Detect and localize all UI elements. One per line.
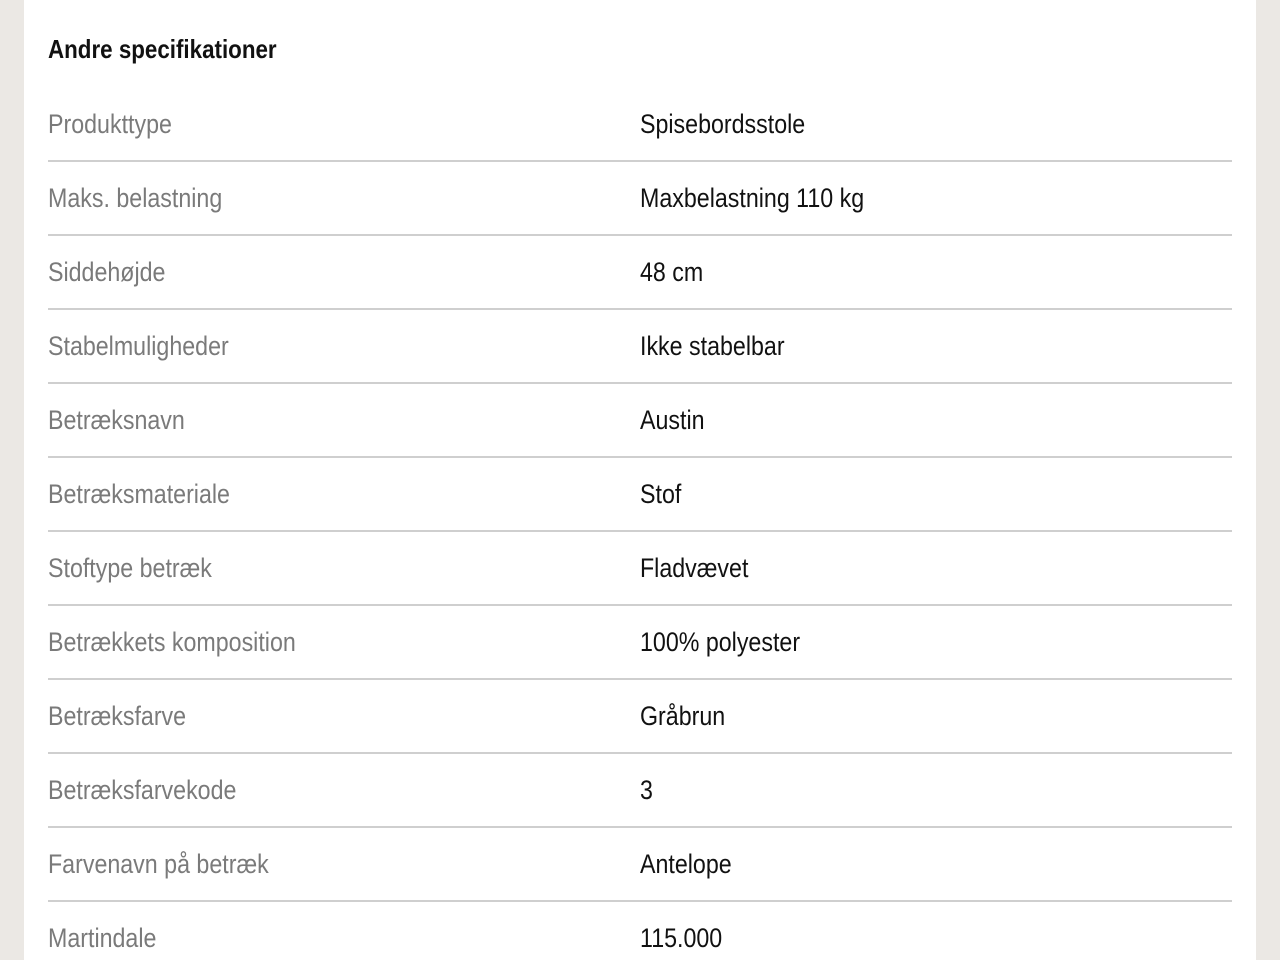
spec-label: Betrækkets komposition: [48, 627, 296, 657]
spec-label: Maks. belastning: [48, 183, 223, 213]
spec-value: Fladvævet: [640, 553, 749, 583]
spec-row-betraeksfarvekode: [48, 754, 1232, 828]
spec-row-produkttype: [48, 88, 1232, 162]
spec-value: 3: [640, 775, 653, 805]
spec-value: Maxbelastning 110 kg: [640, 183, 865, 213]
spec-label: Betræksfarve: [48, 701, 187, 731]
spec-row-maks-belastning: [48, 162, 1232, 236]
spec-row-betraeksfarve: [48, 680, 1232, 754]
spec-label: Produkttype: [48, 109, 172, 139]
spec-value: Gråbrun: [640, 701, 726, 731]
spec-row-betraeksmateriale: [48, 458, 1232, 532]
spec-label: Farvenavn på betræk: [48, 849, 269, 879]
spec-value: Stof: [640, 479, 682, 509]
spec-row-stabelmuligheder: [48, 310, 1232, 384]
spec-value: Spisebordsstole: [640, 109, 806, 139]
spec-value: 115.000: [640, 923, 723, 953]
spec-value: 48 cm: [640, 257, 704, 287]
spec-label: Betræksfarvekode: [48, 775, 237, 805]
spec-label: Stabelmuligheder: [48, 331, 229, 361]
spec-value: Antelope: [640, 849, 732, 879]
spec-row-betraekkets-komposition: [48, 606, 1232, 680]
spec-label: Stoftype betræk: [48, 553, 212, 583]
spec-row-betraeksnavn: [48, 384, 1232, 458]
section-title: Andre specifikationer: [48, 34, 277, 64]
spec-label: Betræksmateriale: [48, 479, 230, 509]
spec-row-farvenavn-paa-betraek: [48, 828, 1232, 902]
spec-row-martindale: [48, 902, 1232, 960]
spec-value: Austin: [640, 405, 705, 435]
spec-row-stoftype-betraek: [48, 532, 1232, 606]
spec-label: Betræksnavn: [48, 405, 185, 435]
spec-list: [48, 88, 1232, 960]
specifications-card: [24, 0, 1256, 960]
spec-row-siddehojde: [48, 236, 1232, 310]
spec-label: Martindale: [48, 923, 157, 953]
spec-label: Siddehøjde: [48, 257, 166, 287]
spec-value: 100% polyester: [640, 627, 801, 657]
spec-value: Ikke stabelbar: [640, 331, 785, 361]
